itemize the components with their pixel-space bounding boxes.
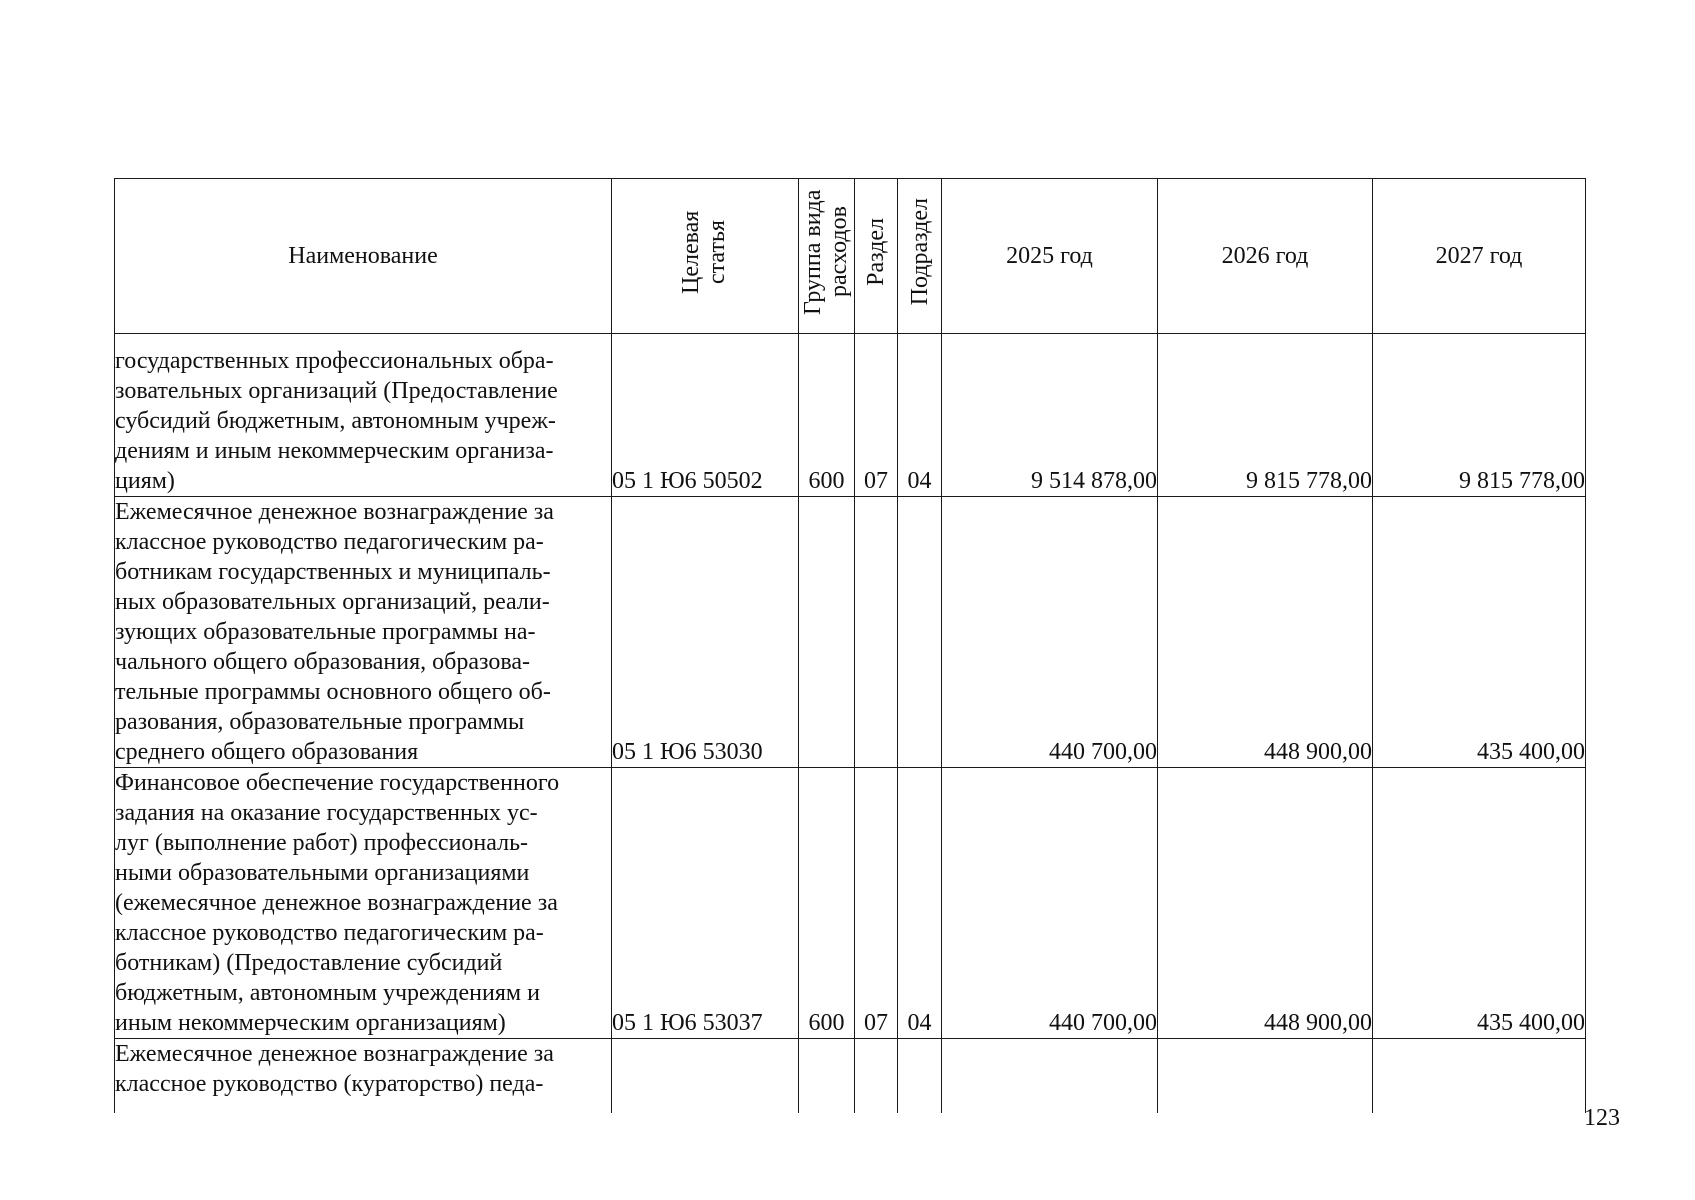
header-year-2026: 2026 год	[1158, 179, 1373, 334]
header-expense-group: Группа вида расходов	[799, 179, 855, 334]
row-name: Ежемесячное денежное вознаграждение за классное руководство (кураторство) педа-	[115, 1039, 612, 1114]
row-amount-2027: 9 815 778,00	[1373, 334, 1586, 497]
row-amount-2026: 448 900,00	[1158, 497, 1373, 768]
row-target-article: 05 1 Ю6 50502	[612, 334, 799, 497]
header-section: Раздел	[855, 179, 898, 334]
row-target-article	[612, 1039, 799, 1114]
header-year-2025: 2025 год	[942, 179, 1158, 334]
header-subsection: Подраздел	[898, 179, 942, 334]
table-row	[115, 1039, 1586, 1114]
table-row	[115, 497, 1586, 768]
page-number: 123	[1584, 1105, 1620, 1131]
row-subsection: 04	[898, 334, 942, 497]
row-amount-2027: 435 400,00	[1373, 497, 1586, 768]
row-name: Ежемесячное денежное вознаграждение за классное руководство педагогическим ра- ботникам государственных и муниципаль- ных образовательных организаций, реали- зующих образовательные программы на- чального общего образования, образова- тельные программы основного общего об- разования, образовательные программы среднего общего образования	[115, 497, 612, 768]
header-target-article: Целевая статья	[612, 179, 799, 334]
header-year-2027: 2027 год	[1373, 179, 1586, 334]
budget-table	[114, 178, 1586, 1113]
row-amount-2025: 440 700,00	[942, 768, 1158, 1039]
row-amount-2025: 9 514 878,00	[942, 334, 1158, 497]
row-expense-group	[799, 1039, 855, 1114]
row-amount-2027: 435 400,00	[1373, 768, 1586, 1039]
table-row	[115, 334, 1586, 497]
row-amount-2026: 9 815 778,00	[1158, 334, 1373, 497]
row-section: 07	[855, 768, 898, 1039]
row-expense-group: 600	[799, 768, 855, 1039]
row-expense-group	[799, 497, 855, 768]
row-amount-2026	[1158, 1039, 1373, 1114]
row-name: государственных профессиональных обра- зовательных организаций (Предоставление субсидий бюджетным, автономным учреж- дениям и иным некоммерческим организа- циям)	[115, 334, 612, 497]
row-target-article: 05 1 Ю6 53037	[612, 768, 799, 1039]
table-header	[115, 179, 1586, 334]
row-subsection	[898, 497, 942, 768]
row-subsection: 04	[898, 768, 942, 1039]
row-expense-group: 600	[799, 334, 855, 497]
row-section	[855, 1039, 898, 1114]
row-target-article: 05 1 Ю6 53030	[612, 497, 799, 768]
row-amount-2025: 440 700,00	[942, 497, 1158, 768]
table-row	[115, 768, 1586, 1039]
row-amount-2026: 448 900,00	[1158, 768, 1373, 1039]
table-body	[115, 334, 1586, 1114]
row-amount-2025	[942, 1039, 1158, 1114]
row-subsection	[898, 1039, 942, 1114]
row-amount-2027	[1373, 1039, 1586, 1114]
row-section	[855, 497, 898, 768]
row-section: 07	[855, 334, 898, 497]
header-name: Наименование	[115, 179, 612, 334]
row-name: Финансовое обеспечение государственного задания на оказание государственных ус- луг (выполнение работ) профессиональ- ными образовательными организациями (ежемесячное денежное вознаграждение за классное руководство педагогическим ра- ботникам) (Предоставление субсидий бюджетным, автономным учреждениям и иным некоммерческим организациям)	[115, 768, 612, 1039]
